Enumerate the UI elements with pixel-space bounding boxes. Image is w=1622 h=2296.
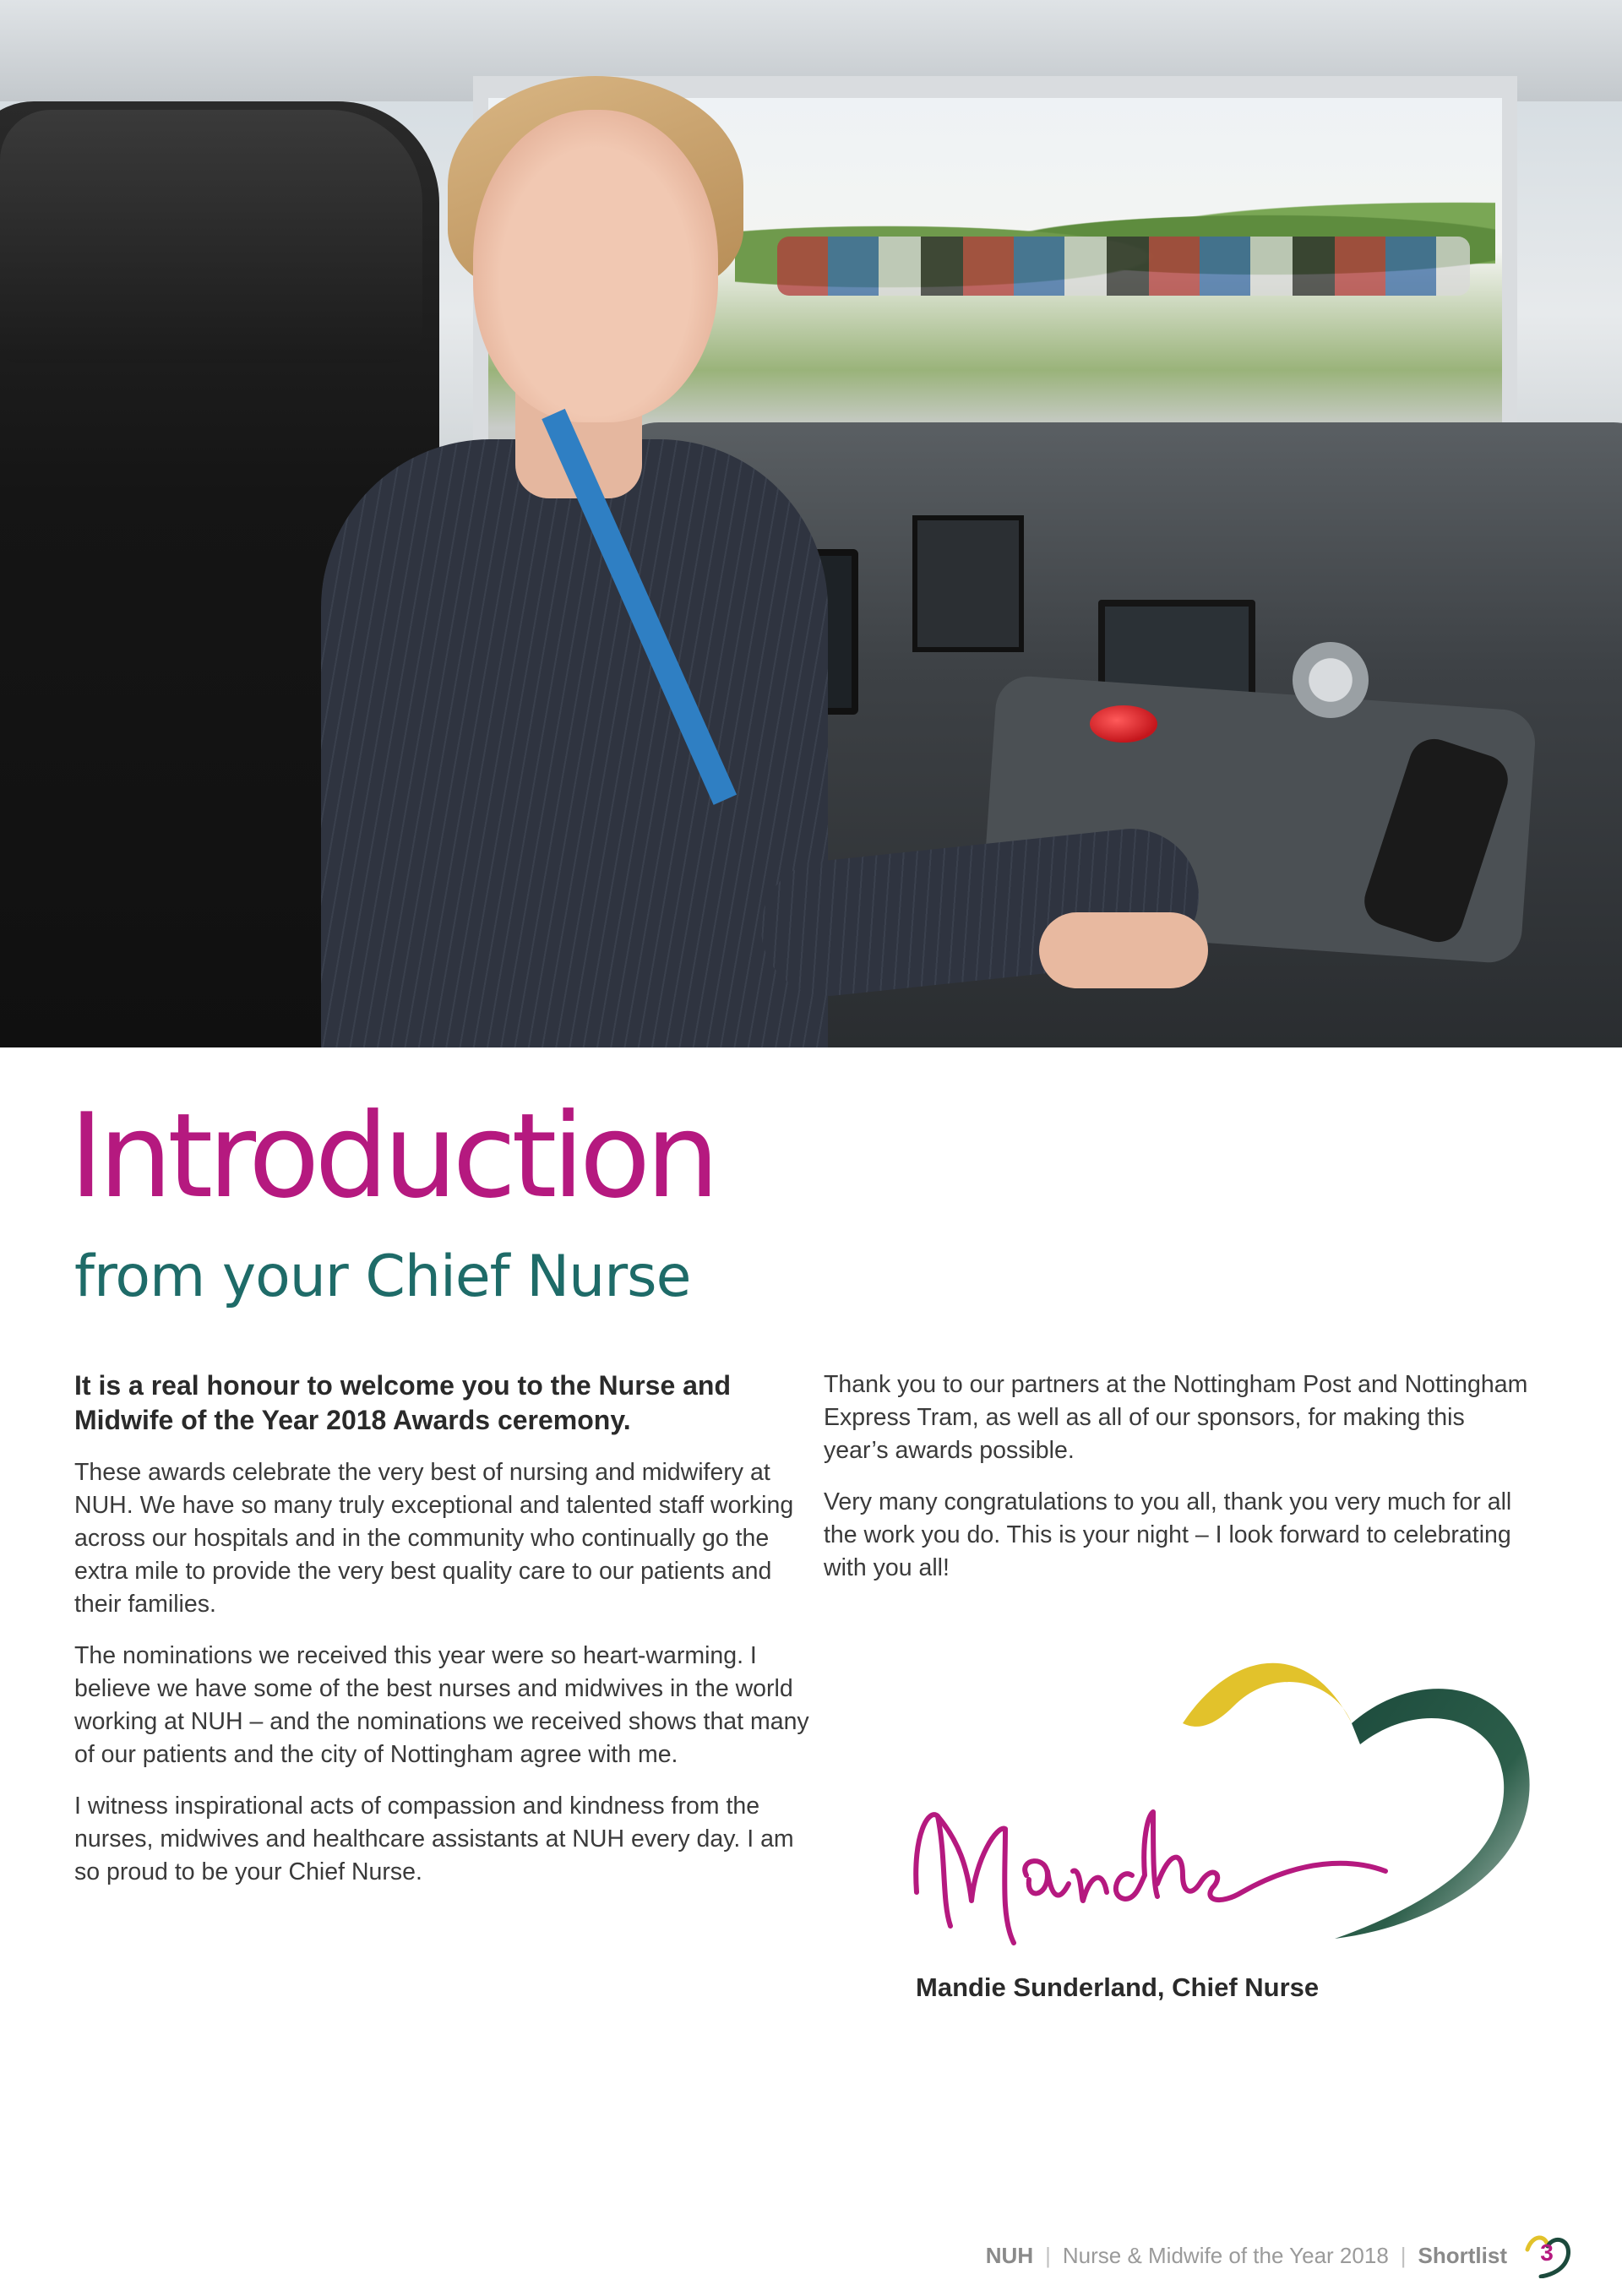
emergency-button [1090,705,1157,743]
footer-divider: | [1045,2242,1051,2268]
page-number-badge [1521,2233,1573,2278]
body-paragraph: These awards celebrate the very best of nursing and midwifery at NUH. We have so many truly exceptional and talented staff working across our hospitals and in the community who continually go the extra mile to provide the very best quality care to our patients and their families. [74,1459,794,1618]
control-knob [1293,642,1369,718]
footer-divider: | [1400,2242,1407,2268]
body-paragraph: Very many congratulations to you all, thank you very much for all the work you do. This is your night – I look forward to celebrating with you all! [824,1488,1512,1581]
body-paragraph: The nominations we received this year were so heart-warming. I believe we have some of the best nurses and midwives in the world working at NUH – and the nominations we received shows that many of our patients and the city of Nottingham agree with me. [74,1642,809,1768]
page-title: Introduction [69,1088,715,1224]
parked-cars [777,237,1470,296]
lead-paragraph: It is a real honour to welcome you to the Nurse and Midwife of the Year 2018 Awards ceremony. [74,1370,732,1435]
footer-section: Shortlist [1418,2242,1507,2268]
page-footer [986,2239,1573,2272]
footer-brand: NUH [985,2242,1034,2268]
signer-name: Mandie Sunderland, Chief Nurse [916,1972,1320,2002]
seat-headrest [0,110,422,363]
cab-panel [912,515,1024,652]
person-face [473,110,718,422]
hero-photo [0,0,1622,1047]
page-subtitle: from your Chief Nurse [74,1243,691,1310]
left-column [74,1368,809,1907]
heart-logo [879,1647,1554,1968]
page-number: 3 [1540,2239,1554,2266]
signature-block [879,1647,1554,2002]
handwritten-signature [916,1812,1385,1943]
body-paragraph: I witness inspirational acts of compassion and kindness from the nurses, midwives and healthcare assistants at NUH every day. I am so proud to be your Chief Nurse. [74,1793,794,1885]
heart-gold-stroke [1183,1663,1352,1727]
person-torso [321,439,828,1047]
right-column [824,1368,1533,1603]
person-hands [1039,912,1208,988]
footer-publication: Nurse & Midwife of the Year 2018 [1062,2242,1389,2268]
heart-green-stroke [1335,1689,1530,1939]
body-paragraph: Thank you to our partners at the Nottingham Post and Nottingham Express Tram, as well as all of our sponsors, for making this year’s awards possible. [824,1371,1528,1464]
